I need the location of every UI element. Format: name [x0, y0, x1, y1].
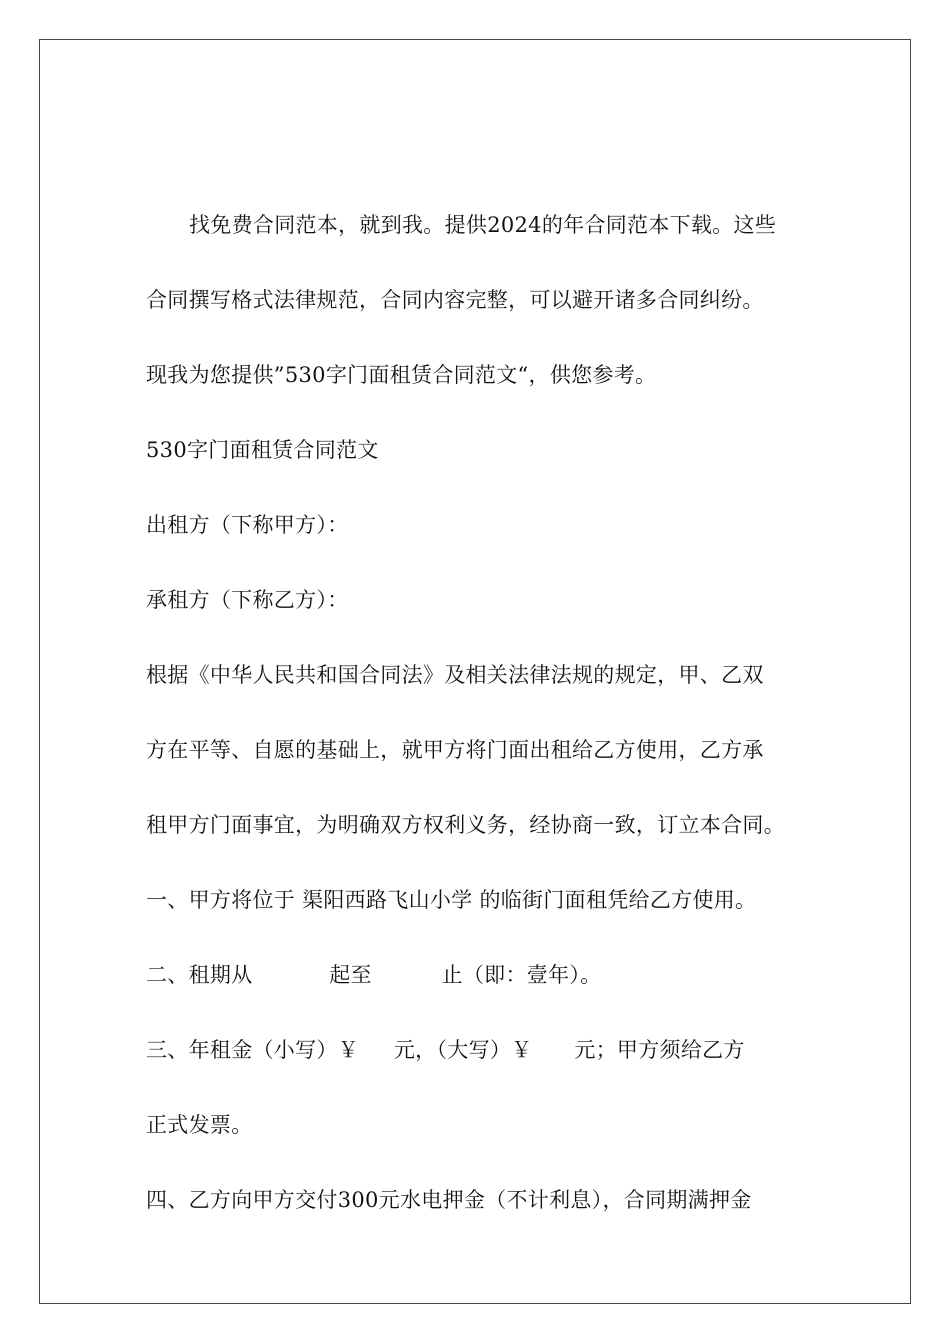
clause-4-line-1: 四、乙方向甲方交付300元水电押金（不计利息），合同期满押金: [146, 1188, 752, 1212]
intro-line-1: 找免费合同范本，就到我。提供2024的年合同范本下载。这些: [189, 213, 777, 237]
preamble-line-3: 租甲方门面事宜，为明确双方权利义务，经协商一致，订立本合同。: [146, 813, 785, 837]
contract-title: 530字门面租赁合同范文: [146, 438, 379, 462]
lessee-line: 承租方（下称乙方）：: [146, 588, 349, 612]
intro-line-2: 合同撰写格式法律规范，合同内容完整，可以避开诸多合同纠纷。: [146, 288, 764, 312]
clause-1: 一、甲方将位于 渠阳西路飞山小学 的临街门面租凭给乙方使用。: [146, 888, 757, 912]
intro-line-3: 现我为您提供”530字门面租赁合同范文“，供您参考。: [146, 363, 657, 387]
preamble-line-1: 根据《中华人民共和国合同法》及相关法律法规的规定，甲、乙双: [146, 663, 764, 687]
preamble-line-2: 方在平等、自愿的基础上，就甲方将门面出租给乙方使用，乙方承: [146, 738, 764, 762]
lessor-line: 出租方（下称甲方）：: [146, 513, 349, 537]
clause-3-line-1: 三、年租金（小写）￥ 元，（大写）￥ 元；甲方须给乙方: [146, 1038, 745, 1062]
clause-3-line-2: 正式发票。: [146, 1113, 253, 1137]
clause-2: 二、租期从 起至 止（即：壹年）。: [146, 963, 602, 987]
